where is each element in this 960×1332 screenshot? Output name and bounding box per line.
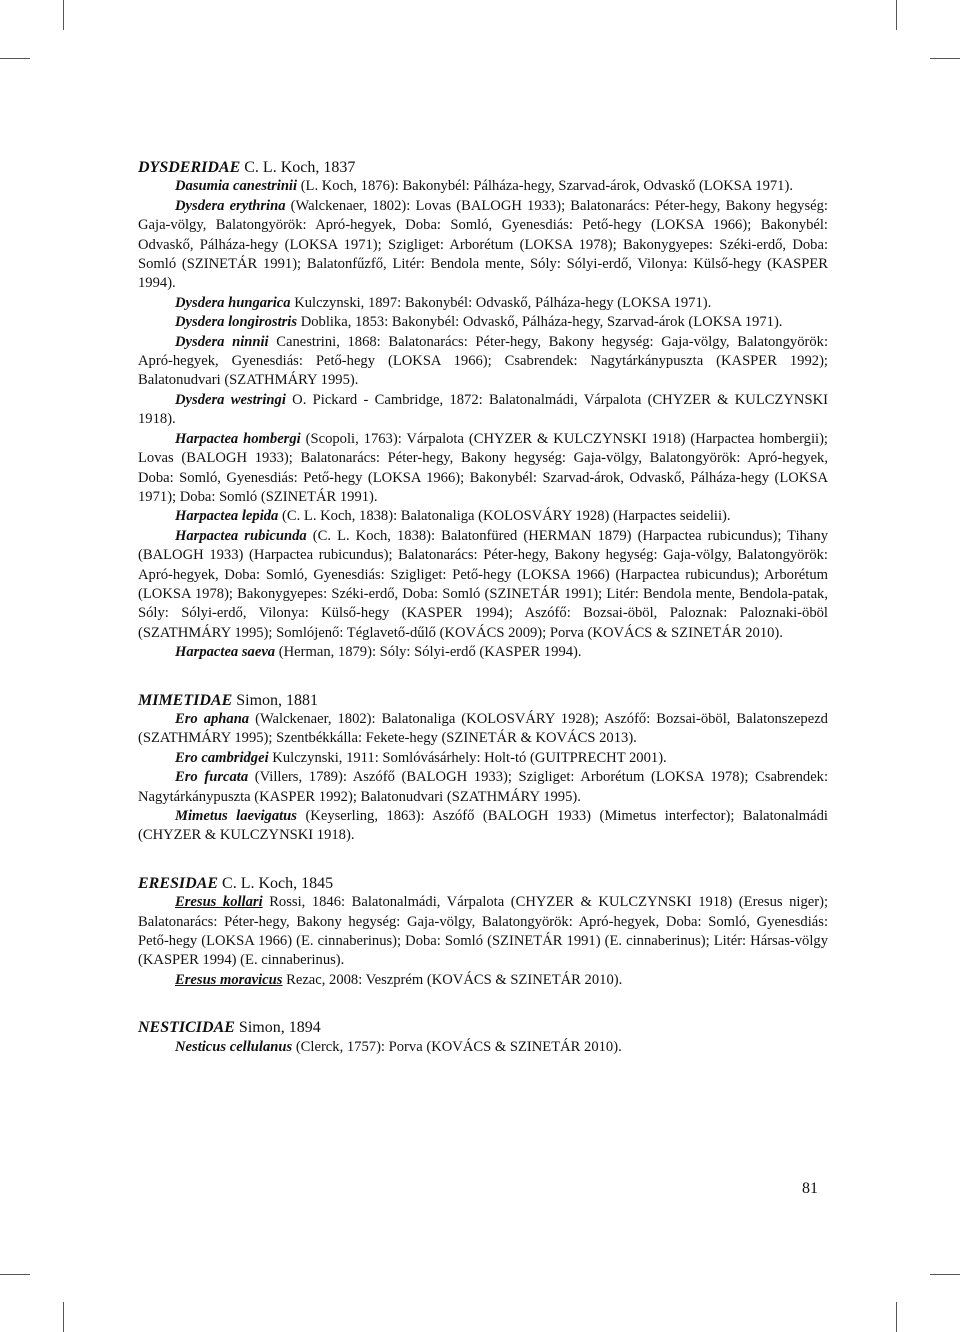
species-name: Harpactea hombergi xyxy=(175,430,301,447)
family-section-eresidae xyxy=(138,874,828,990)
species-name: Eresus moravicus xyxy=(175,971,283,988)
species-name: Harpactea lepida xyxy=(175,508,279,525)
species-name: Ero furcata xyxy=(175,769,249,786)
species-entry xyxy=(138,313,828,332)
species-name: Harpactea rubicunda xyxy=(175,527,307,544)
family-section-nesticidae xyxy=(138,1018,828,1057)
crop-mark xyxy=(930,58,960,59)
species-entry xyxy=(138,971,828,990)
family-name: MIMETIDAE xyxy=(138,691,233,709)
species-records: Balatonalmádi, Várpalota (CHYZER & KULCZYNSKI 1918). xyxy=(138,391,828,428)
species-author: Kulczynski, 1897: xyxy=(290,294,405,311)
species-name: Harpactea saeva xyxy=(175,644,276,661)
crop-mark xyxy=(0,1274,30,1275)
species-entry xyxy=(138,177,828,196)
family-heading xyxy=(138,874,828,893)
species-entry xyxy=(138,294,828,313)
crop-mark xyxy=(0,58,30,59)
species-records: Balatonfüred (HERMAN 1879) (Harpactea rubicundus); Tihany (BALOGH 1933) (Harpactea rubicundus); Balatonarács: Péter-hegy, Bakony hegység: Gaja-völgy, Balatongyörök: Apró-hegyek, Doba: Somló, Gyenesdiás: Szigliget: Pető-hegy (LOKSA 1966) (Harpactea rubicundus); Arborétum (LOKSA 1978); Bakonygyepes: Széki-erdő, Doba: Somló (SZINETÁR 1991); Litér: Bendola mente, Bendola-patak, Sóly: Sólyi-erdő, Vilonya: Külső-hegy (KASPER 1994); Aszófő: Bozsai-öböl, Paloznak: Paloznaki-öböl (SZATHMÁRY 1995); Somlójenő: Téglavető-dűlő (KOVÁCS 2009); Porva (KOVÁCS & SZINETÁR 2010). xyxy=(138,527,828,641)
species-records: Sóly: Sólyi-erdő (KASPER 1994). xyxy=(379,644,582,661)
species-entry xyxy=(138,391,828,430)
species-name: Eresus kollari xyxy=(175,894,263,911)
species-author: (Scopoli, 1763): xyxy=(300,430,407,447)
species-records: Várpalota (CHYZER & KULCZYNSKI 1918) (Harpactea hombergii); Lovas (BALOGH 1933); Balatonarács: Péter-hegy, Bakony hegység: Gaja-völgy, Balatongyörök: Apró-hegyek, Doba: Somló, Gyenesdiás: Pető-hegy (LOKSA 1966); Bakonybél: Szarvad-árok, Odvaskő, Pálháza-hegy (LOKSA 1971); Doba: Somló (SZINETÁR 1991). xyxy=(138,430,828,505)
species-author: Doblika, 1853: xyxy=(297,314,392,331)
species-entry xyxy=(138,527,828,643)
family-name: NESTICIDAE xyxy=(138,1019,235,1037)
species-name: Ero cambridgei xyxy=(175,749,269,766)
species-author: (Clerck, 1757): xyxy=(292,1038,389,1055)
family-author: Simon, 1894 xyxy=(234,1019,321,1037)
species-records: Bakonybél: Odvaskő, Pálháza-hegy, Szarvad-árok (LOKSA 1971). xyxy=(391,314,783,331)
page-number: 81 xyxy=(802,1180,818,1197)
species-records: Bakonybél: Pálháza-hegy, Szarvad-árok, Odvaskő (LOKSA 1971). xyxy=(402,178,793,195)
species-name: Dysdera longirostris xyxy=(175,314,298,331)
species-records: Bakonybél: Odvaskő, Pálháza-hegy (LOKSA 1971). xyxy=(404,294,712,311)
species-name: Mimetus laevigatus xyxy=(175,808,297,824)
family-heading xyxy=(138,1018,828,1037)
species-name: Dysdera westringi xyxy=(175,391,286,408)
crop-mark xyxy=(63,1302,64,1332)
species-author: Kulczynski, 1911: xyxy=(268,749,383,766)
species-entry xyxy=(138,333,828,391)
family-section-mimetidae xyxy=(138,691,828,846)
species-author: O. Pickard - Cambridge, 1872: xyxy=(285,391,489,408)
species-entry xyxy=(138,893,828,971)
family-name: ERESIDAE xyxy=(138,874,219,892)
species-entry xyxy=(138,1038,828,1057)
species-records: Aszófő (BALOGH 1933) (Mimetus interfector); Balatonalmádi (CHYZER & KULCZYNSKI 1918). xyxy=(138,808,828,844)
family-section-dysderidae xyxy=(138,158,828,663)
family-name: DYSDERIDAE xyxy=(138,159,241,176)
species-entry xyxy=(138,710,828,749)
document-page xyxy=(138,158,828,1057)
species-entry xyxy=(138,507,828,526)
crop-mark xyxy=(896,1302,897,1332)
species-records: Balatonalmádi, Várpalota (CHYZER & KULCZYNSKI 1918) (Eresus niger); Balatonarács: Péter-hegy, Bakony hegység: Gaja-völgy, Balatongyörök: Apró-hegyek, Doba: Somló, Gyenesdiás: Pető-hegy (LOKSA 1966) (E. cinnaberinus); Doba: Somló (SZINETÁR 1991) (E. cinnaberinus); Litér: Hársas-völgy (KASPER 1994) (E. cinnaberinus). xyxy=(138,894,829,969)
species-author: (C. L. Koch, 1838): xyxy=(306,527,442,544)
species-author: (Villers, 1789): xyxy=(248,769,353,786)
section-gap xyxy=(138,663,828,691)
species-name: Dysdera hungarica xyxy=(175,294,291,311)
family-author: C. L. Koch, 1845 xyxy=(218,874,334,892)
species-author: (Walckenaer, 1802): xyxy=(285,197,416,214)
species-records: Balatonaliga (KOLOSVÁRY 1928) (Harpactes seidelii). xyxy=(400,508,731,525)
species-author: (Keyserling, 1863): xyxy=(296,808,433,824)
species-author: Canestrini, 1868: xyxy=(268,333,389,350)
section-gap xyxy=(138,990,828,1018)
family-heading xyxy=(138,691,828,710)
species-entry xyxy=(138,749,828,768)
species-name: Dysdera erythrina xyxy=(175,197,286,214)
family-heading xyxy=(138,158,828,177)
section-gap xyxy=(138,846,828,874)
species-name: Ero aphana xyxy=(175,710,250,727)
species-author: Rezac, 2008: xyxy=(282,971,366,988)
species-entry xyxy=(138,430,828,508)
species-entry xyxy=(138,197,828,294)
species-entry xyxy=(138,643,828,662)
species-records: Balatonaliga (KOLOSVÁRY 1928); Aszófő: Bozsai-öböl, Balatonszepezd (SZATHMÁRY 1995); Szentbékkálla: Fekete-hegy (SZINETÁR & KOVÁCS 2013). xyxy=(138,710,828,747)
crop-mark xyxy=(63,0,64,30)
species-name: Dysdera ninnii xyxy=(175,333,269,350)
species-records: Somlóvásárhely: Holt-tó (GUITPRECHT 2001). xyxy=(382,749,667,766)
species-records: Aszófő (BALOGH 1933); Szigliget: Arborétum (LOKSA 1978); Csabrendek: Nagytárkánypuszta (KASPER 1992); Balatonudvari (SZATHMÁRY 1995). xyxy=(138,769,829,805)
species-records: Veszprém (KOVÁCS & SZINETÁR 2010). xyxy=(365,971,623,988)
species-author: (L. Koch, 1876): xyxy=(297,178,403,195)
species-entry xyxy=(138,768,828,807)
species-name: Nesticus cellulanus xyxy=(175,1038,293,1055)
species-records: Lovas (BALOGH 1933); Balatonarács: Péter-hegy, Bakony hegység: Gaja-völgy, Balatongyörök: Apró-hegyek, Doba: Somló, Gyenesdiás: Pető-hegy (LOKSA 1966); Bakonybél: Odvaskő, Pálháza-hegy (LOKSA 1971); Szigliget: Arborétum (LOKSA 1978); Bakonygyepes: Széki-erdő, Doba: Somló (SZINETÁR 1991); Balatonfűzfő, Litér: Bendola mente, Sóly: Sólyi-erdő, Vilonya: Külső-hegy (KASPER 1994). xyxy=(138,197,828,292)
species-name: Dasumia canestrinii xyxy=(175,178,298,195)
species-records: Porva (KOVÁCS & SZINETÁR 2010). xyxy=(388,1038,622,1055)
species-records: Balatonarács: Péter-hegy, Bakony hegység: Gaja-völgy, Balatongyörök: Apró-hegyek, Gyenesdiás: Pető-hegy (LOKSA 1966); Csabrendek: Nagytárkánypuszta (KASPER 1992); Balatonudvari (SZATHMÁRY 1995). xyxy=(138,333,828,389)
crop-mark xyxy=(896,0,897,30)
crop-mark xyxy=(930,1274,960,1275)
species-author: (C. L. Koch, 1838): xyxy=(278,508,401,525)
species-entry xyxy=(138,807,828,846)
species-author: Rossi, 1846: xyxy=(262,894,352,911)
species-author: (Walckenaer, 1802): xyxy=(249,710,382,727)
family-author: Simon, 1881 xyxy=(232,691,319,709)
species-author: (Herman, 1879): xyxy=(275,644,380,661)
family-author: C. L. Koch, 1837 xyxy=(240,159,356,176)
